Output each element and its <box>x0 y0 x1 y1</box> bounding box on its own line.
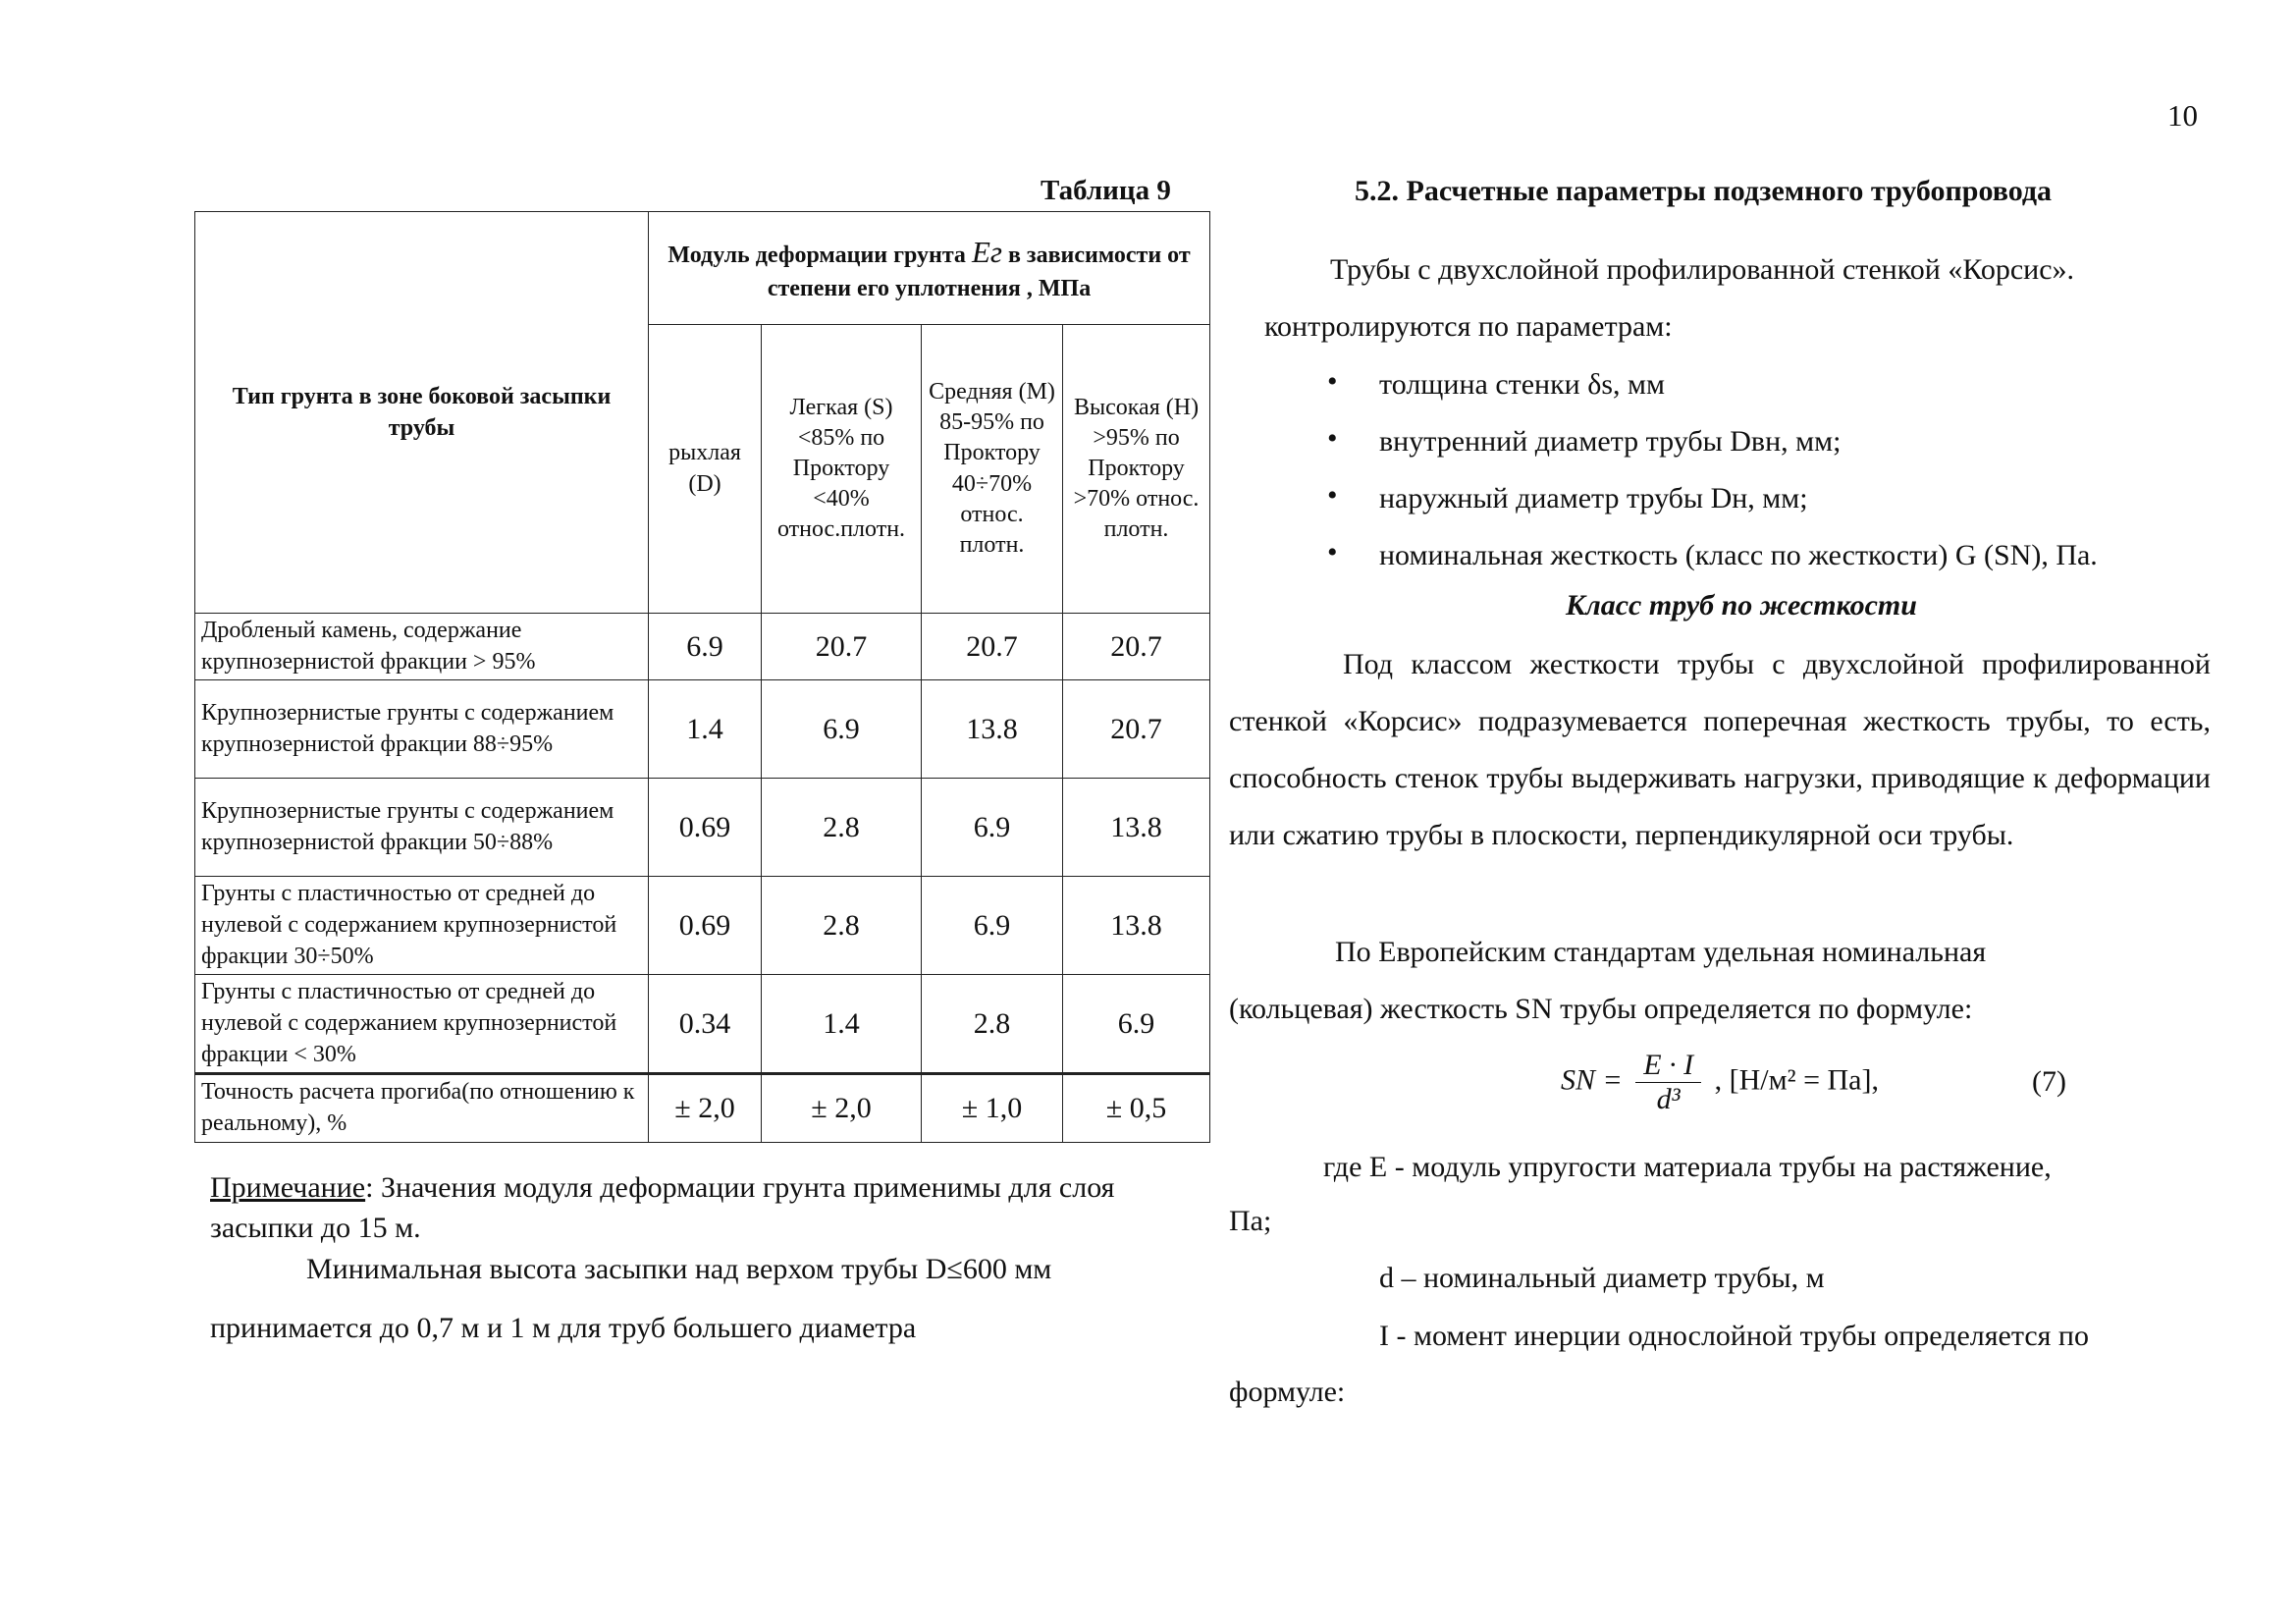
subheader-loose: рыхлая (D) <box>649 325 762 614</box>
cell-value: 0.69 <box>649 779 762 877</box>
cell-value: 2.8 <box>762 877 922 975</box>
cell-value: 6.9 <box>762 680 922 779</box>
where-i-line-2: формуле: <box>1229 1376 1346 1408</box>
header-modulus <box>649 212 1210 325</box>
european-line-2: (кольцевая) жесткость SN трубы определяется по формуле: <box>1229 993 1973 1025</box>
min-height-line-1: Минимальная высота засыпки над верхом трубы D≤600 мм <box>306 1253 1052 1285</box>
cell-value: 6.9 <box>922 779 1063 877</box>
cell-value: 0.34 <box>649 975 762 1074</box>
cell-value: 1.4 <box>762 975 922 1074</box>
bullet-icon: • <box>1327 536 1338 568</box>
stiffness-text: Под классом жесткости трубы с двухслойной профилированной стенкой «Корсис» подразумевается поперечная жесткость трубы, то есть, способность стенок трубы выдерживать нагрузки, приводящие к деформации или сжатию трубы в плоскости, перпендикулярной оси трубы. <box>1229 648 2211 851</box>
cell-value: 20.7 <box>1063 680 1210 779</box>
where-i-line-1: I - момент инерции однослойной трубы определяется по <box>1379 1320 2089 1352</box>
bullet-item: наружный диаметр трубы Dн, мм; <box>1379 482 1808 514</box>
row-label: Точность расчета прогиба(по отношению к реальному), % <box>195 1074 649 1142</box>
cell-value: 2.8 <box>922 975 1063 1074</box>
table-row <box>195 680 1210 779</box>
cell-value: 20.7 <box>922 614 1063 680</box>
table-caption: Таблица 9 <box>1041 175 1171 206</box>
row-label: Дробленый камень, содержание крупнозернистой фракции > 95% <box>195 614 649 680</box>
formula-fraction <box>1635 1049 1701 1116</box>
where-e-line-2: Па; <box>1229 1205 1272 1237</box>
soil-modulus-table <box>194 211 1210 1143</box>
where-e-line-1: где E - модуль упругости материала трубы на растяжение, <box>1323 1151 2052 1183</box>
subheader-light: Легкая (S) <85% по Проктору <40% относ.плотн. <box>762 325 922 614</box>
formula-lhs: SN = <box>1561 1063 1623 1097</box>
header-modulus-pre: Модуль деформации грунта <box>667 242 966 268</box>
section-title: 5.2. Расчетные параметры подземного трубопровода <box>1355 175 2053 207</box>
cell-value: ± 0,5 <box>1063 1074 1210 1142</box>
bullet-item: номинальная жесткость (класс по жесткости) G (SN), Па. <box>1379 539 2098 571</box>
accuracy-row <box>195 1074 1210 1142</box>
note-text: : Значения модуля деформации грунта применимы для слоя засыпки до 15 м. <box>210 1171 1115 1244</box>
european-line-1: По Европейским стандартам удельная номинальная <box>1335 936 1987 968</box>
cell-value: 20.7 <box>1063 614 1210 680</box>
cell-value: 6.9 <box>649 614 762 680</box>
cell-value: 6.9 <box>922 877 1063 975</box>
table-note <box>210 1168 1192 1248</box>
page-number: 10 <box>2167 98 2198 133</box>
cell-value: 1.4 <box>649 680 762 779</box>
cell-value: 2.8 <box>762 779 922 877</box>
cell-value: ± 2,0 <box>649 1074 762 1142</box>
subheader-medium: Средняя (M) 85-95% по Проктору 40÷70% относ. плотн. <box>922 325 1063 614</box>
formula-denominator: d³ <box>1656 1083 1681 1115</box>
bullet-item: толщина стенки δs, мм <box>1379 368 1666 401</box>
cell-value: 13.8 <box>922 680 1063 779</box>
formula-units: , [Н/м² = Па], <box>1714 1063 1879 1097</box>
cell-value: 13.8 <box>1063 779 1210 877</box>
cell-value: 0.69 <box>649 877 762 975</box>
where-d: d – номинальный диаметр трубы, м <box>1379 1262 1825 1294</box>
bullet-item: внутренний диаметр трубы Dвн, мм; <box>1379 425 1842 458</box>
row-label: Крупнозернистые грунты с содержанием крупнозернистой фракции 50÷88% <box>195 779 649 877</box>
table-row <box>195 779 1210 877</box>
cell-value: ± 2,0 <box>762 1074 922 1142</box>
bullet-icon: • <box>1327 479 1338 512</box>
subheading-stiffness-class: Класс труб по жесткости <box>1566 589 1917 622</box>
cell-value: ± 1,0 <box>922 1074 1063 1142</box>
note-label: Примечание <box>210 1171 366 1204</box>
subheader-high: Высокая (H) >95% по Проктору >70% относ. плотн. <box>1063 325 1210 614</box>
row-label: Грунты с пластичностью от средней до нулевой с содержанием крупнозернистой фракции < 30% <box>195 975 649 1074</box>
table-row <box>195 877 1210 975</box>
formula-numerator: E · I <box>1635 1049 1701 1083</box>
intro-line-1: Трубы с двухслойной профилированной стенкой «Корсис». <box>1330 253 2075 286</box>
bullet-icon: • <box>1327 422 1338 455</box>
header-modulus-post: в зависимости от степени его уплотнения , МПа <box>767 242 1191 301</box>
cell-value: 13.8 <box>1063 877 1210 975</box>
header-modulus-var: Ег <box>971 234 1002 269</box>
cell-value: 20.7 <box>762 614 922 680</box>
equation-number: (7) <box>2032 1065 2066 1098</box>
table-row <box>195 975 1210 1074</box>
formula-sn <box>1561 1049 1879 1116</box>
header-soil-type: Тип грунта в зоне боковой засыпки трубы <box>195 212 649 614</box>
stiffness-paragraph <box>1229 636 2211 864</box>
row-label: Крупнозернистые грунты с содержанием крупнозернистой фракции 88÷95% <box>195 680 649 779</box>
bullet-icon: • <box>1327 365 1338 398</box>
cell-value: 6.9 <box>1063 975 1210 1074</box>
row-label: Грунты с пластичностью от средней до нулевой с содержанием крупнозернистой фракции 30÷50% <box>195 877 649 975</box>
min-height-line-2: принимается до 0,7 м и 1 м для труб большего диаметра <box>210 1312 917 1344</box>
table-row <box>195 614 1210 680</box>
intro-line-2: контролируются по параметрам: <box>1264 310 1673 343</box>
